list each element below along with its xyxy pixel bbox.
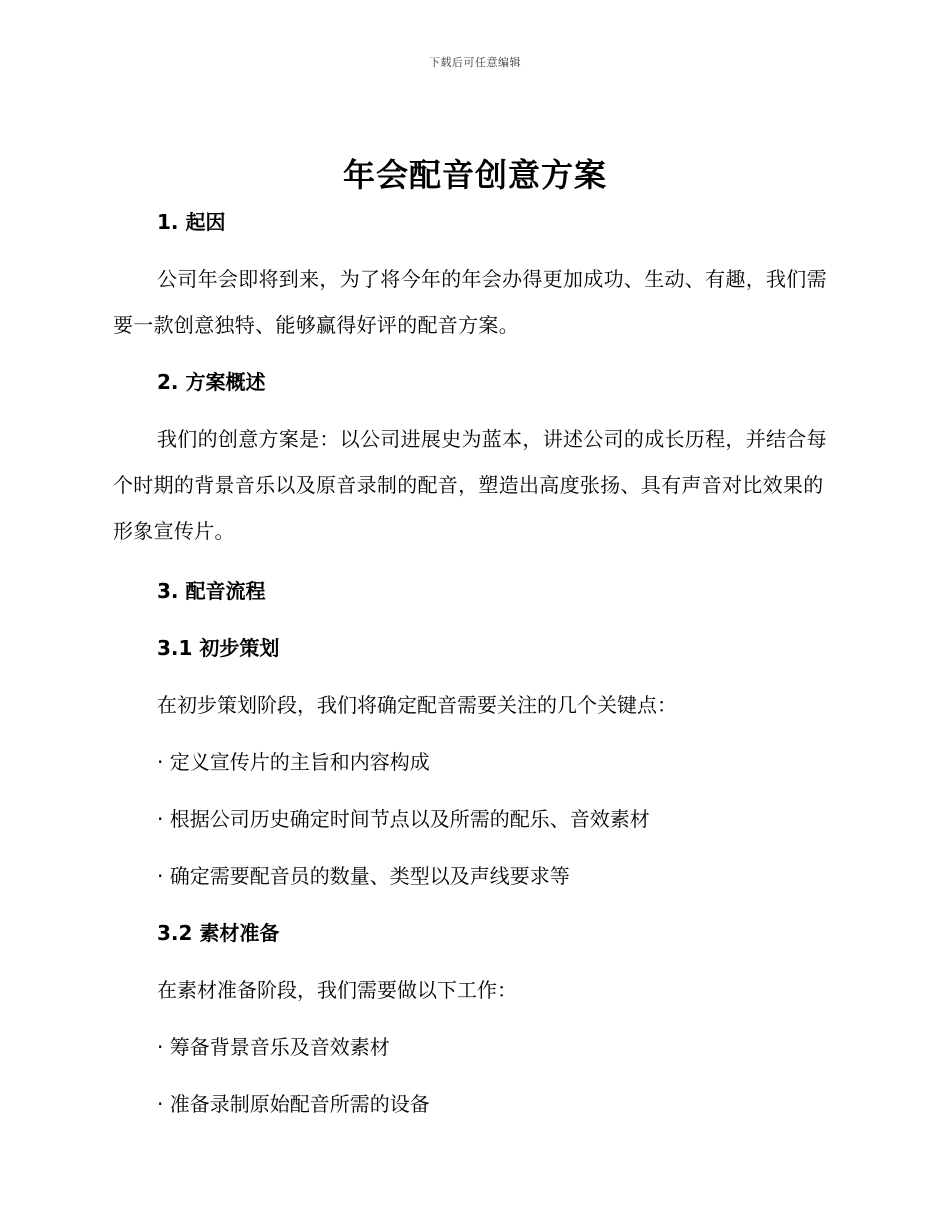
document-body <box>113 202 833 1124</box>
section-heading-1: 1. 起因 <box>157 210 226 234</box>
list-item: · 准备录制原始配音所需的设备 <box>157 1092 430 1116</box>
document-title: 年会配音创意方案 <box>342 156 607 194</box>
list-item: · 筹备背景音乐及音效素材 <box>157 1035 390 1059</box>
subsection-heading-3-2: 3.2 素材准备 <box>157 921 280 945</box>
list-item: · 根据公司历史确定时间节点以及所需的配乐、音效素材 <box>157 807 650 831</box>
list-item: · 确定需要配音员的数量、类型以及声线要求等 <box>157 864 570 888</box>
subsection-intro-3-1: 在初步策划阶段，我们将确定配音需要关注的几个关键点： <box>157 693 677 717</box>
section-heading-2: 2. 方案概述 <box>157 370 266 394</box>
section-paragraph-1: 公司年会即将到来，为了将今年的年会办得更加成功、生动、有趣，我们需要一款创意独特、能够赢得好评的配音方案。 <box>113 267 827 337</box>
header-note: 下载后可任意编辑 <box>429 56 521 69</box>
subsection-intro-3-2: 在素材准备阶段，我们需要做以下工作： <box>157 978 517 1002</box>
section-heading-3: 3. 配音流程 <box>157 579 266 603</box>
subsection-heading-3-1: 3.1 初步策划 <box>157 636 280 660</box>
section-paragraph-2: 我们的创意方案是：以公司进展史为蓝本，讲述公司的成长历程，并结合每个时期的背景音乐以及原音录制的配音，塑造出高度张扬、具有声音对比效果的形象宣传片。 <box>113 427 827 543</box>
list-item: · 定义宣传片的主旨和内容构成 <box>157 750 430 774</box>
